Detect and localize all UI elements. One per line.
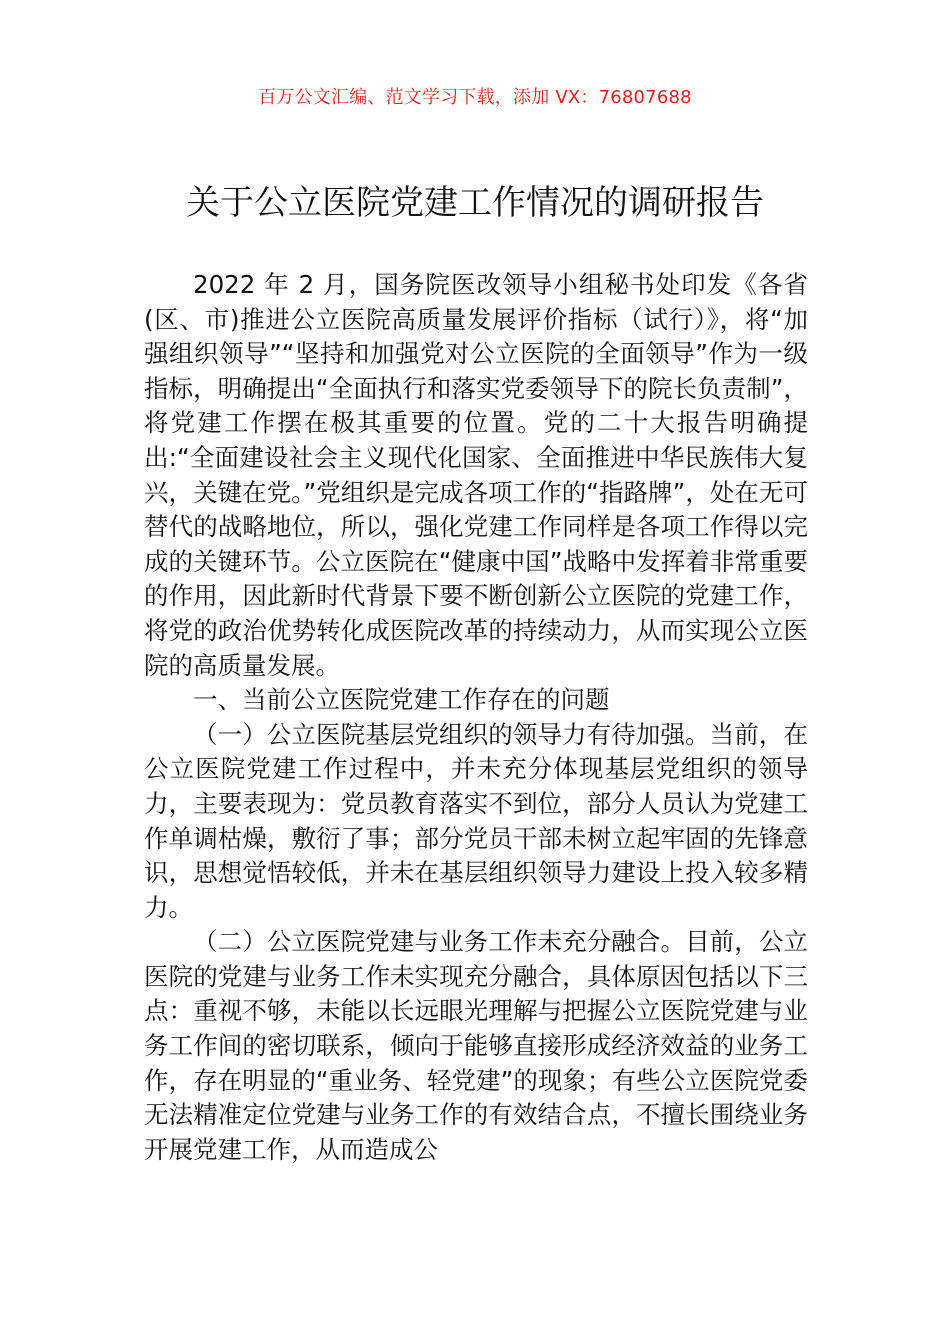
problem-paragraph-2: （二）公立医院党建与业务工作未充分融合。目前，公立医院的党建与业务工作未实现充分融合，具体原因包括以下三点：重视不够，未能以长远眼光理解与把握公立医院党建与业务工作间的密切联系，倾向于能够直接形成经济效益的业务工作，存在明显的“重业务、轻党建”的现象；有些公立医院党委无法精准定位党建与业务工作的有效结合点，不擅长围绕业务开展党建工作，从而造成公	[144, 927, 808, 1164]
document-body	[144, 268, 808, 1167]
promo-header-text: 百万公文汇编、范文学习下载，添加 VX：76807688	[258, 87, 692, 108]
document-title: 关于公立医院党建工作情况的调研报告	[186, 183, 764, 223]
section-heading-problems: 一、当前公立医院党建工作存在的问题	[193, 685, 610, 715]
intro-paragraph: 2022 年 2 月，国务院医改领导小组秘书处印发《各省(区、市)推进公立医院高质量发展评价指标（试行）》，将“加强组织领导”“坚持和加强党对公立医院的全面领导”作为一级指标，明确提出“全面执行和落实党委领导下的院长负责制”，将党建工作摆在极其重要的位置。党的二十大报告明确提出:“全面建设社会主义现代化国家、全面推进中华民族伟大复兴，关键在党。”党组织是完成各项工作的“指路牌”，处在无可替代的战略地位，所以，强化党建工作同样是各项工作得以完成的关键环节。公立医院在“健康中国”战略中发挥着非常重要的作用，因此新时代背景下要不断创新公立医院的党建工作，将党的政治优势转化成医院改革的持续动力，从而实现公立医院的高质量发展。	[144, 270, 808, 680]
problem-paragraph-1: （一）公立医院基层党组织的领导力有待加强。当前，在公立医院党建工作过程中，并未充分体现基层党组织的领导力，主要表现为：党员教育落实不到位，部分人员认为党建工作单调枯燥，敷衍了事；部分党员干部未树立起牢固的先锋意识，思想觉悟较低，并未在基层组织领导力建设上投入较多精力。	[144, 719, 808, 922]
